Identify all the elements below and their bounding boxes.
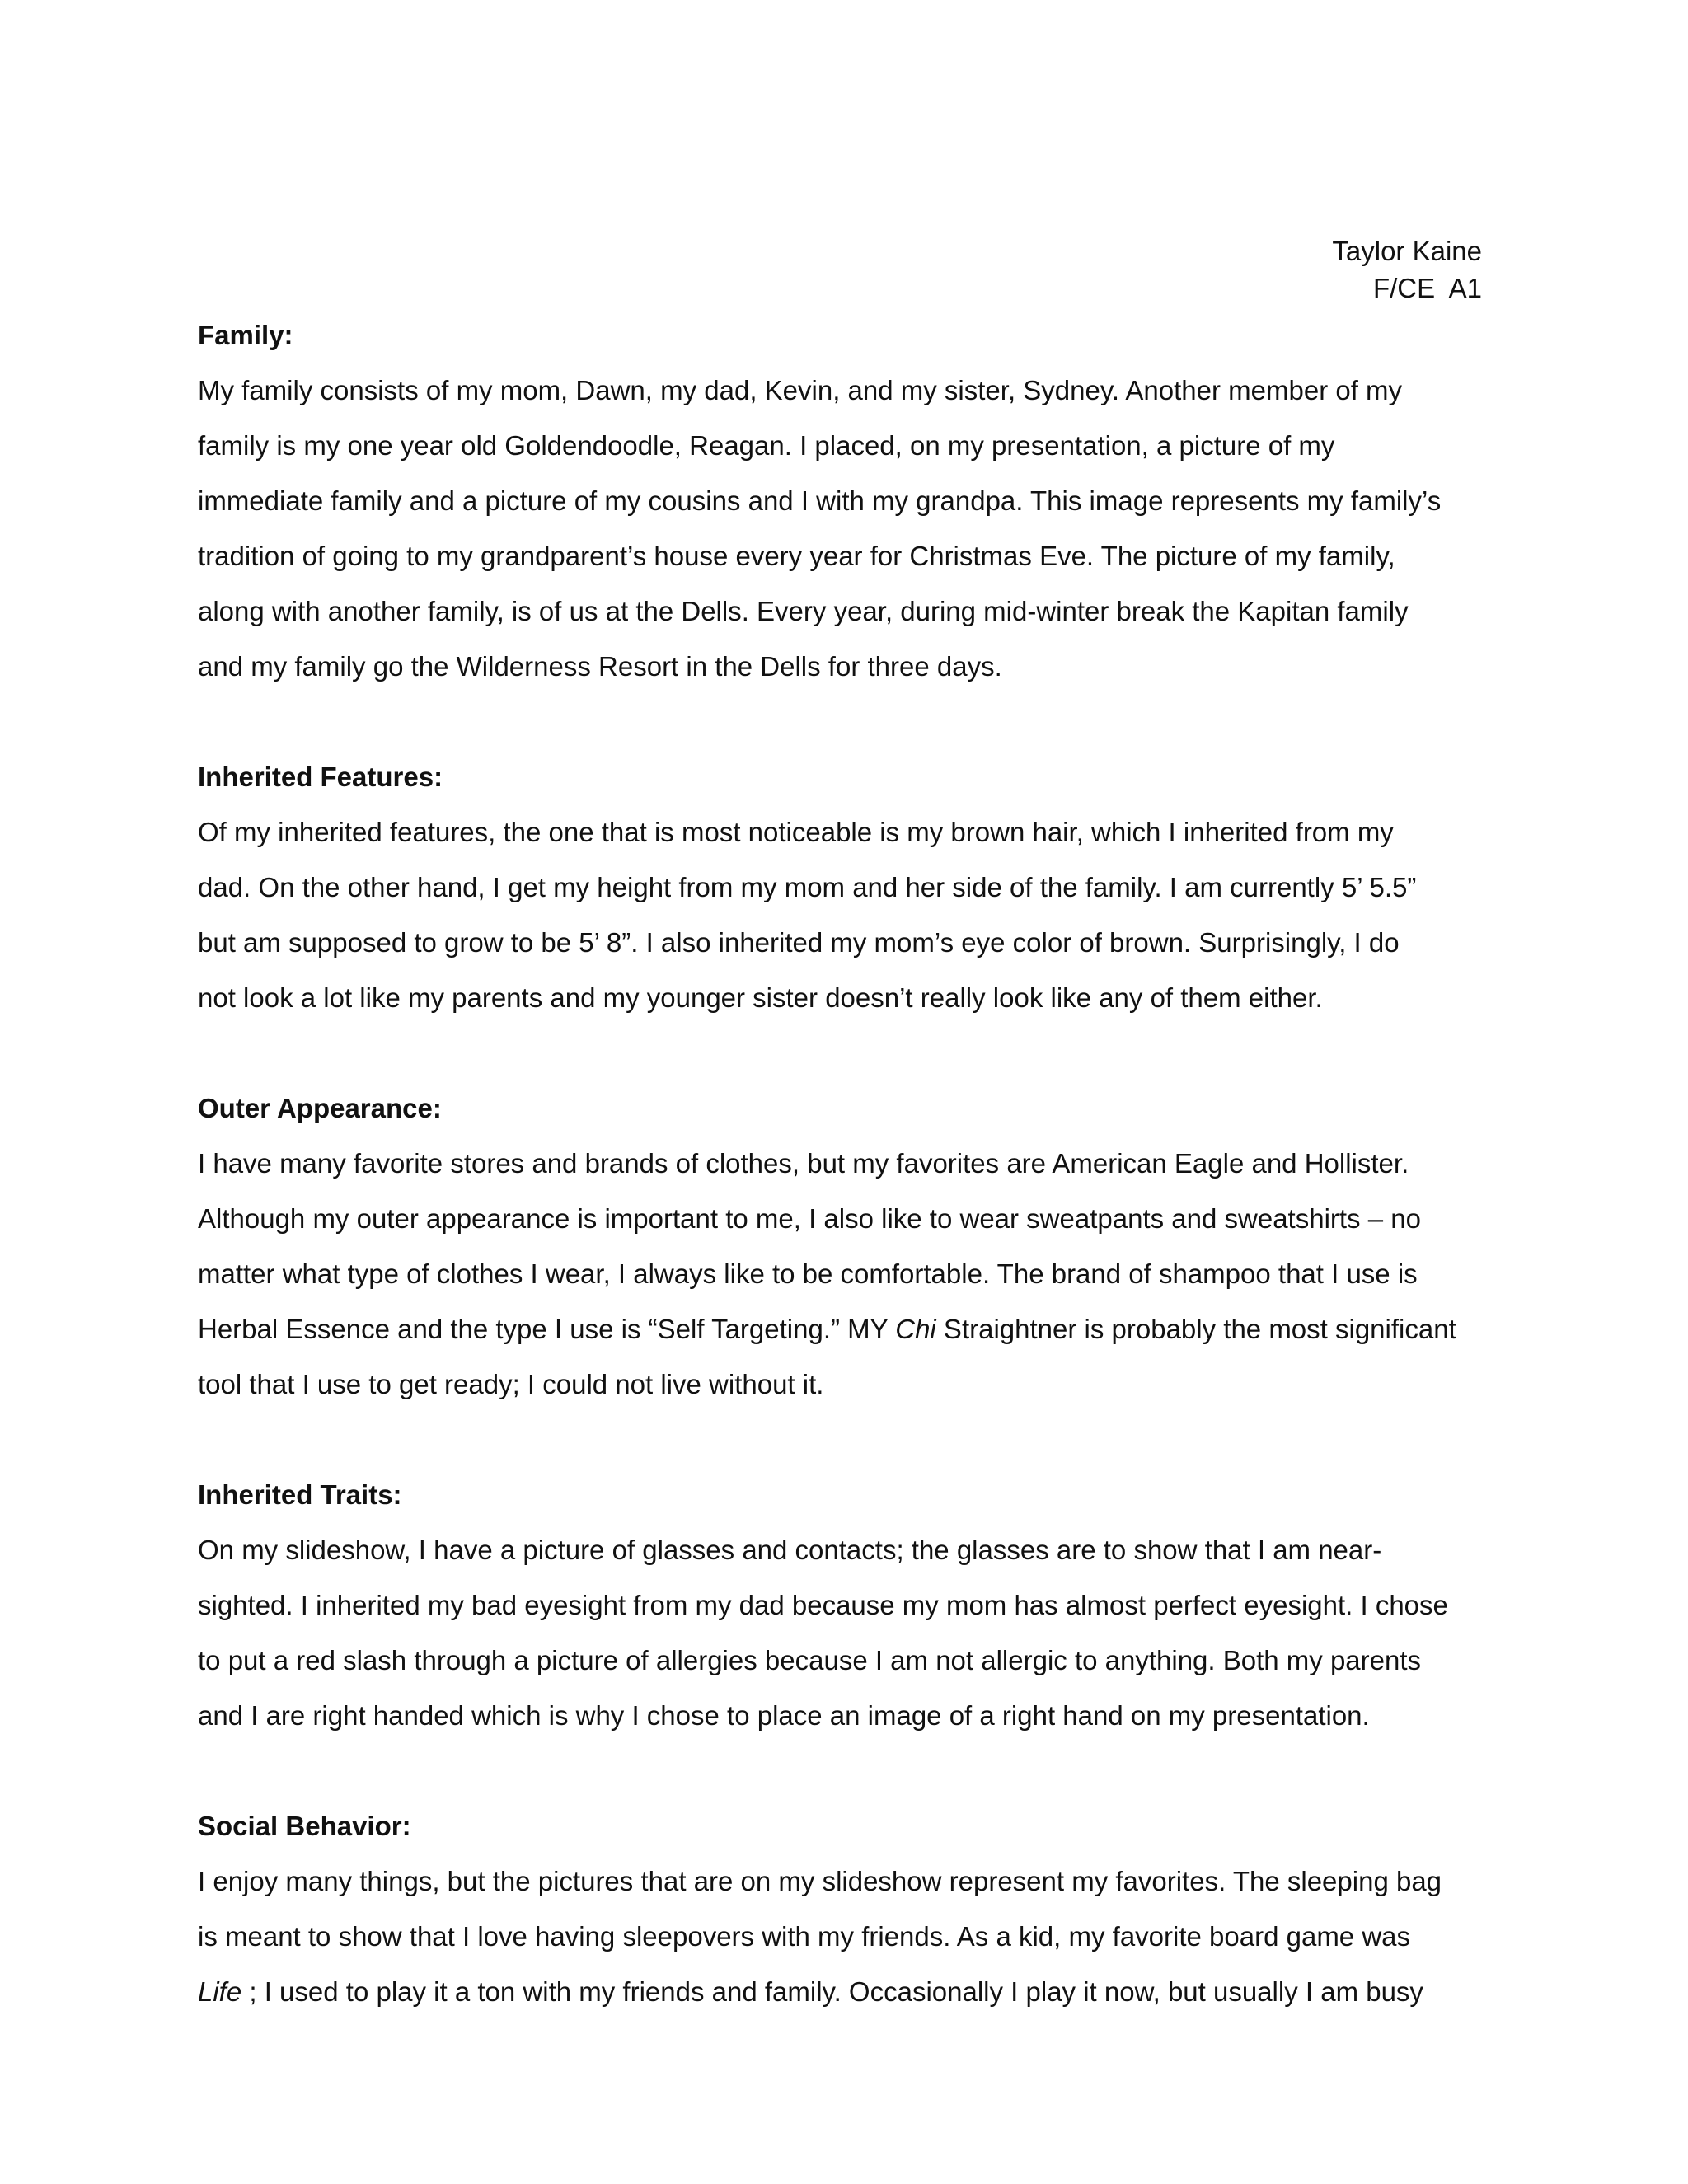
paragraph-gap: [198, 1743, 1492, 1798]
paragraph-line: along with another family, is of us at the Dells. Every year, during mid-winter break the Kapitan family: [198, 596, 1409, 626]
author-name: Taylor Kaine: [1332, 236, 1482, 266]
paragraph-line: [198, 1964, 1492, 2019]
paragraph-gap: [198, 694, 1492, 749]
text-run: ; I used to play it a ton with my friends and family. Occasionally I play it now, but usually I am busy: [241, 1976, 1423, 2007]
section-outer-appearance: [198, 1080, 1492, 1412]
paragraph-line: not look a lot like my parents and my younger sister doesn’t really look like any of them either.: [198, 982, 1323, 1013]
paragraph-line: sighted. I inherited my bad eyesight from my dad because my mom has almost perfect eyesight. I chose: [198, 1590, 1448, 1620]
paragraph-gap: [198, 1025, 1492, 1080]
paragraph-line: family is my one year old Goldendoodle, Reagan. I placed, on my presentation, a picture of my: [198, 430, 1335, 461]
paragraph-line: Of my inherited features, the one that is most noticeable is my brown hair, which I inherited from my: [198, 817, 1394, 847]
section-inherited-features: [198, 749, 1492, 1025]
paragraph-line: and I are right handed which is why I chose to place an image of a right hand on my presentation.: [198, 1700, 1370, 1731]
paragraph-gap: [198, 1412, 1492, 1467]
paragraph-line: Although my outer appearance is important to me, I also like to wear sweatpants and sweatshirts – no: [198, 1203, 1421, 1234]
section-inherited-traits: [198, 1467, 1492, 1743]
paragraph-line: to put a red slash through a picture of allergies because I am not allergic to anything. Both my parents: [198, 1645, 1422, 1675]
paragraph-line: tool that I use to get ready; I could not live without it.: [198, 1369, 824, 1399]
document-body: [198, 307, 1492, 2019]
paragraph-line: matter what type of clothes I wear, I always like to be comfortable. The brand of shampoo that I use is: [198, 1258, 1418, 1289]
paragraph-line: is meant to show that I love having sleepovers with my friends. As a kid, my favorite board game was: [198, 1921, 1411, 1952]
author-block: [1332, 232, 1482, 307]
product-name-italic: Chi: [895, 1314, 936, 1344]
section-heading: Inherited Features:: [198, 762, 443, 792]
section-heading: Inherited Traits:: [198, 1479, 402, 1510]
paragraph-line: immediate family and a picture of my cousins and I with my grandpa. This image represents my family’s: [198, 485, 1442, 516]
paragraph-line: tradition of going to my grandparent’s house every year for Christmas Eve. The picture of my family,: [198, 541, 1395, 571]
paragraph-line: On my slideshow, I have a picture of glasses and contacts; the glasses are to show that I am near-: [198, 1535, 1382, 1565]
paragraph-line: [198, 1301, 1492, 1357]
section-heading: Outer Appearance:: [198, 1093, 442, 1123]
course-code: F/CE A1: [1372, 273, 1482, 303]
paragraph-line: and my family go the Wilderness Resort in the Dells for three days.: [198, 651, 1002, 682]
paragraph-line: dad. On the other hand, I get my height from my mom and her side of the family. I am currently 5’ 5.5”: [198, 872, 1417, 902]
paragraph-line: but am supposed to grow to be 5’ 8”. I also inherited my mom’s eye color of brown. Surprisingly, I do: [198, 927, 1400, 958]
section-heading: Family:: [198, 320, 293, 350]
section-heading: Social Behavior:: [198, 1811, 411, 1841]
paragraph-line: I have many favorite stores and brands of clothes, but my favorites are American Eagle and Hollister.: [198, 1148, 1409, 1179]
text-run: Straightner is probably the most significant: [935, 1314, 1456, 1344]
game-title-italic: Life: [198, 1976, 242, 2007]
paragraph-line: My family consists of my mom, Dawn, my dad, Kevin, and my sister, Sydney. Another member of my: [198, 375, 1403, 405]
section-family: [198, 307, 1492, 694]
section-social-behavior: [198, 1798, 1492, 2019]
paragraph-line: I enjoy many things, but the pictures that are on my slideshow represent my favorites. The sleeping bag: [198, 1866, 1442, 1896]
text-run: Herbal Essence and the type I use is “Self Targeting.” MY: [198, 1314, 896, 1344]
